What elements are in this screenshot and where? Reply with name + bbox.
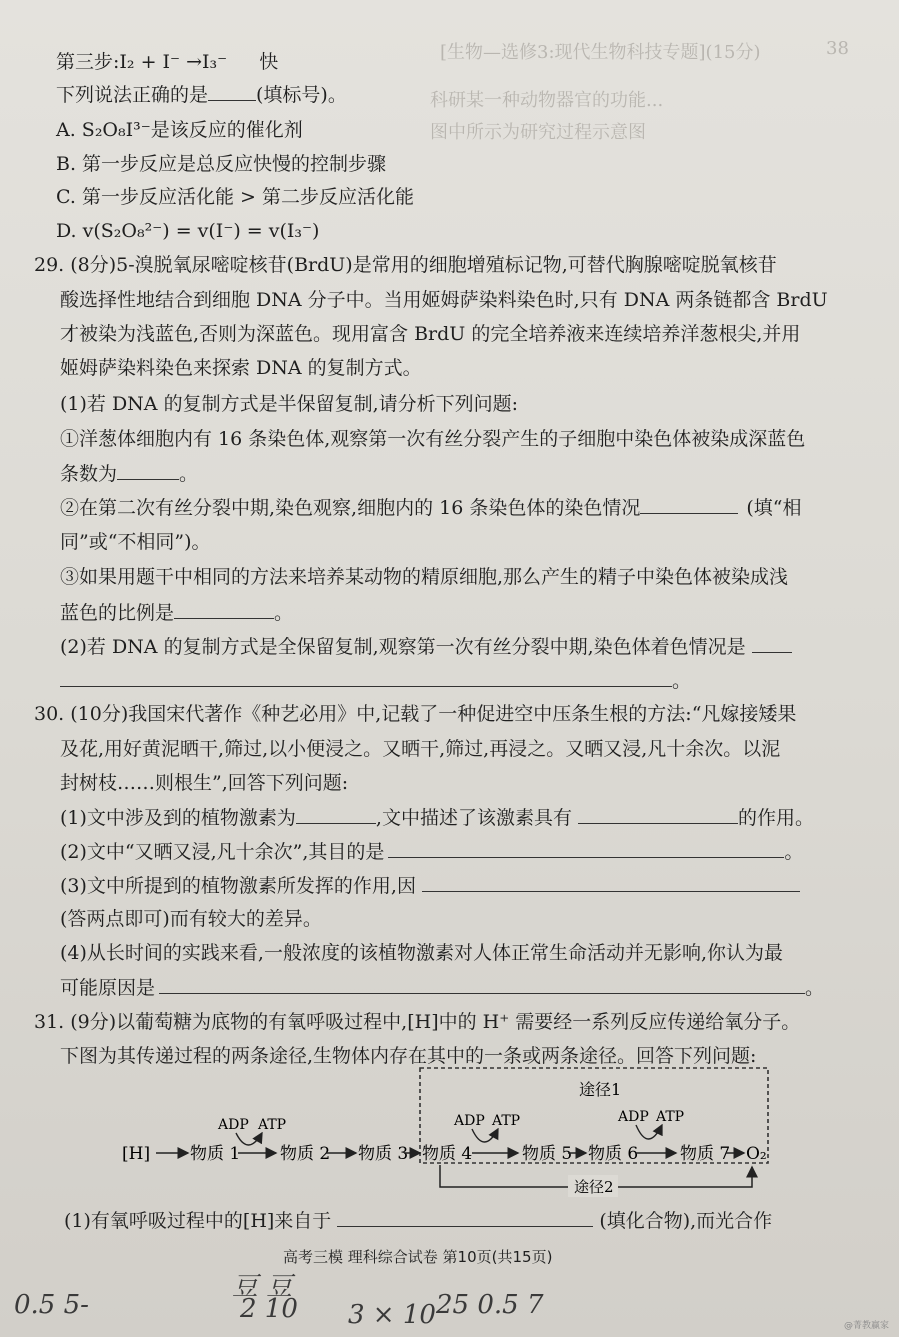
handwriting-note: 豆 豆 — [232, 1272, 293, 1302]
q28-prompt-suffix: (填标号)。 — [256, 84, 347, 106]
atp-label: ATP — [258, 1117, 287, 1133]
q29-part1a: ①洋葱体细胞内有 16 条染色体,观察第一次有丝分裂产生的子细胞中染色体被染成深蓝色 — [60, 428, 806, 450]
punct: 。 — [274, 602, 294, 624]
q29-part1a-cont — [60, 461, 198, 486]
answer-blank[interactable] — [388, 839, 784, 858]
adp-label: ADP — [454, 1113, 485, 1129]
q29-part1b-hint: (填“相 — [746, 497, 802, 519]
option-b: B. 第一步反应是总反应快慢的控制步骤 — [56, 153, 387, 175]
q29-line: 才被染为浅蓝色,否则为深蓝色。现用富含 BrdU 的完全培养液来连续培养洋葱根尖,并用 — [60, 323, 801, 345]
q31-sub1-text: (1)有氧呼吸过程中的[H]来自于 — [64, 1210, 332, 1232]
q30-sub3-cont: (答两点即可)而有较大的差异。 — [60, 908, 322, 930]
punct: 。 — [784, 841, 804, 863]
ghost-line: 科研某一种动物器官的功能... — [430, 90, 664, 111]
q30-sub1-text: 的作用。 — [737, 807, 814, 829]
answer-blank[interactable] — [296, 805, 376, 824]
q29-part1b-cont: 同”或“不相同”)。 — [60, 531, 211, 553]
substance-1: 物质 1 — [190, 1144, 241, 1164]
adp-label: ADP — [218, 1117, 249, 1133]
h-label: [H] — [122, 1144, 151, 1164]
answer-blank[interactable] — [159, 975, 805, 994]
q29-line: 29. (8分)5-溴脱氧尿嘧啶核苷(BrdU)是常用的细胞增殖标记物,可替代胸腺嘧啶脱氧核苷 — [34, 254, 777, 276]
step3-line — [56, 50, 278, 74]
q30-sub4-cont — [60, 975, 824, 1000]
q29-line: 姬姆萨染料染色来探索 DNA 的复制方式。 — [60, 357, 422, 379]
answer-blank[interactable] — [640, 495, 738, 514]
answer-blank[interactable] — [208, 82, 256, 101]
q30-sub3 — [60, 873, 800, 898]
answer-blank[interactable] — [337, 1208, 593, 1227]
q29-part1c: ③如果用题干中相同的方法来培养某动物的精原细胞,那么产生的精子中染色体被染成浅 — [60, 566, 789, 588]
q30-sub1 — [60, 805, 814, 830]
page-footer: 高考三模 理科综合试卷 第10页(共15页) — [283, 1248, 553, 1266]
q29-part2-text: (2)若 DNA 的复制方式是全保留复制,观察第一次有丝分裂中期,染色体着色情况是 — [60, 636, 746, 658]
handwriting-note: 3 × 10 — [348, 1300, 436, 1330]
ghost-line: 图中所示为研究过程示意图 — [430, 122, 646, 143]
q29-part2 — [60, 634, 792, 659]
watermark: @菁教赢家 — [843, 1321, 889, 1331]
substance-7: 物质 7 — [680, 1144, 731, 1164]
q29-part1a-text: 条数为 — [60, 463, 118, 485]
q30-sub1-text: ,文中描述了该激素具有 — [375, 807, 572, 829]
electron-transport-diagram — [0, 1065, 899, 1205]
adp-label: ADP — [618, 1109, 649, 1125]
punct: 。 — [805, 977, 825, 999]
punct: 。 — [672, 670, 692, 692]
q30-sub3-text: (3)文中所提到的植物激素所发挥的作用,因 — [60, 875, 416, 897]
q28-prompt — [56, 82, 347, 107]
q30-sub2-text: (2)文中“又晒又浸,凡十余次”,其目的是 — [60, 841, 385, 863]
substance-6: 物质 6 — [588, 1144, 639, 1164]
answer-blank[interactable] — [60, 668, 672, 687]
q29-part1b-text: ②在第二次有丝分裂中期,染色观察,细胞内的 16 条染色体的染色情况 — [60, 497, 641, 519]
q30-sub4: (4)从长时间的实践来看,一般浓度的该植物激素对人体正常生命活动并无影响,你认为最 — [60, 942, 783, 964]
q31-sub1-text: (填化合物),而光合作 — [599, 1210, 773, 1232]
punct: 。 — [179, 463, 199, 485]
handwriting-note: 0.5 5- — [14, 1290, 89, 1320]
answer-blank[interactable] — [752, 634, 792, 653]
option-a: A. S₂O₈I³⁻是该反应的催化剂 — [56, 119, 303, 141]
q30-sub1-text: (1)文中涉及到的植物激素为 — [60, 807, 296, 829]
q30-sub4-text: 可能原因是 — [60, 977, 156, 999]
answer-blank[interactable] — [422, 873, 800, 892]
handwriting-note: 2 10 — [240, 1294, 298, 1324]
ghost-header: [生物—选修3:现代生物科技专题](15分) — [440, 42, 761, 63]
atp-label: ATP — [656, 1109, 685, 1125]
substance-2: 物质 2 — [280, 1144, 331, 1164]
q29-part1c-cont — [60, 600, 293, 625]
answer-blank[interactable] — [578, 805, 738, 824]
q29-line: 酸选择性地结合到细胞 DNA 分子中。当用姬姆萨染料染色时,只有 DNA 两条链都含 BrdU — [60, 289, 828, 311]
answer-blank[interactable] — [174, 600, 274, 619]
q30-line: 30. (10分)我国宋代著作《种艺必用》中,记载了一种促进空中压条生根的方法:“凡嫁接矮果 — [34, 703, 797, 725]
pathway1-label: 途径1 — [579, 1080, 622, 1099]
q28-prompt-text: 下列说法正确的是 — [56, 84, 209, 106]
substance-4: 物质 4 — [422, 1144, 473, 1164]
option-d: D. v(S₂O₈²⁻) = v(I⁻) = v(I₃⁻) — [56, 220, 320, 242]
answer-blank[interactable] — [117, 461, 179, 480]
handwriting-note: 25 0.5 7 — [436, 1290, 544, 1320]
atp-label: ATP — [492, 1113, 521, 1129]
substance-5: 物质 5 — [522, 1144, 573, 1164]
q29-part2-cont — [60, 668, 691, 693]
q29-part1c-text: 蓝色的比例是 — [60, 602, 175, 624]
oxygen-label: O₂ — [746, 1144, 767, 1164]
ghost-page-number: 38 — [826, 38, 849, 59]
q31-sub1 — [64, 1208, 772, 1233]
q30-line: 及花,用好黄泥晒干,筛过,以小便浸之。又晒干,筛过,再浸之。又晒又浸,凡十余次。以泥 — [60, 738, 781, 760]
q30-sub2 — [60, 839, 803, 864]
option-c: C. 第一步反应活化能 > 第二步反应活化能 — [56, 186, 414, 208]
pathway2-label: 途径2 — [574, 1178, 614, 1196]
substance-3: 物质 3 — [358, 1144, 409, 1164]
q29-part1: (1)若 DNA 的复制方式是半保留复制,请分析下列问题: — [60, 393, 519, 415]
q31-line: 31. (9分)以葡萄糖为底物的有氧呼吸过程中,[H]中的 H⁺ 需要经一系列反应传递给氧分子。 — [34, 1011, 801, 1033]
q29-part1b — [60, 495, 801, 520]
step3-equation: 第三步:I₂ + I⁻ →I₃⁻ — [56, 51, 228, 73]
q30-line: 封树枝……则根生”,回答下列问题: — [60, 772, 349, 794]
q31-line: 下图为其传递过程的两条途径,生物体内存在其中的一条或两条途径。回答下列问题: — [60, 1045, 757, 1067]
step3-speed: 快 — [259, 51, 279, 73]
